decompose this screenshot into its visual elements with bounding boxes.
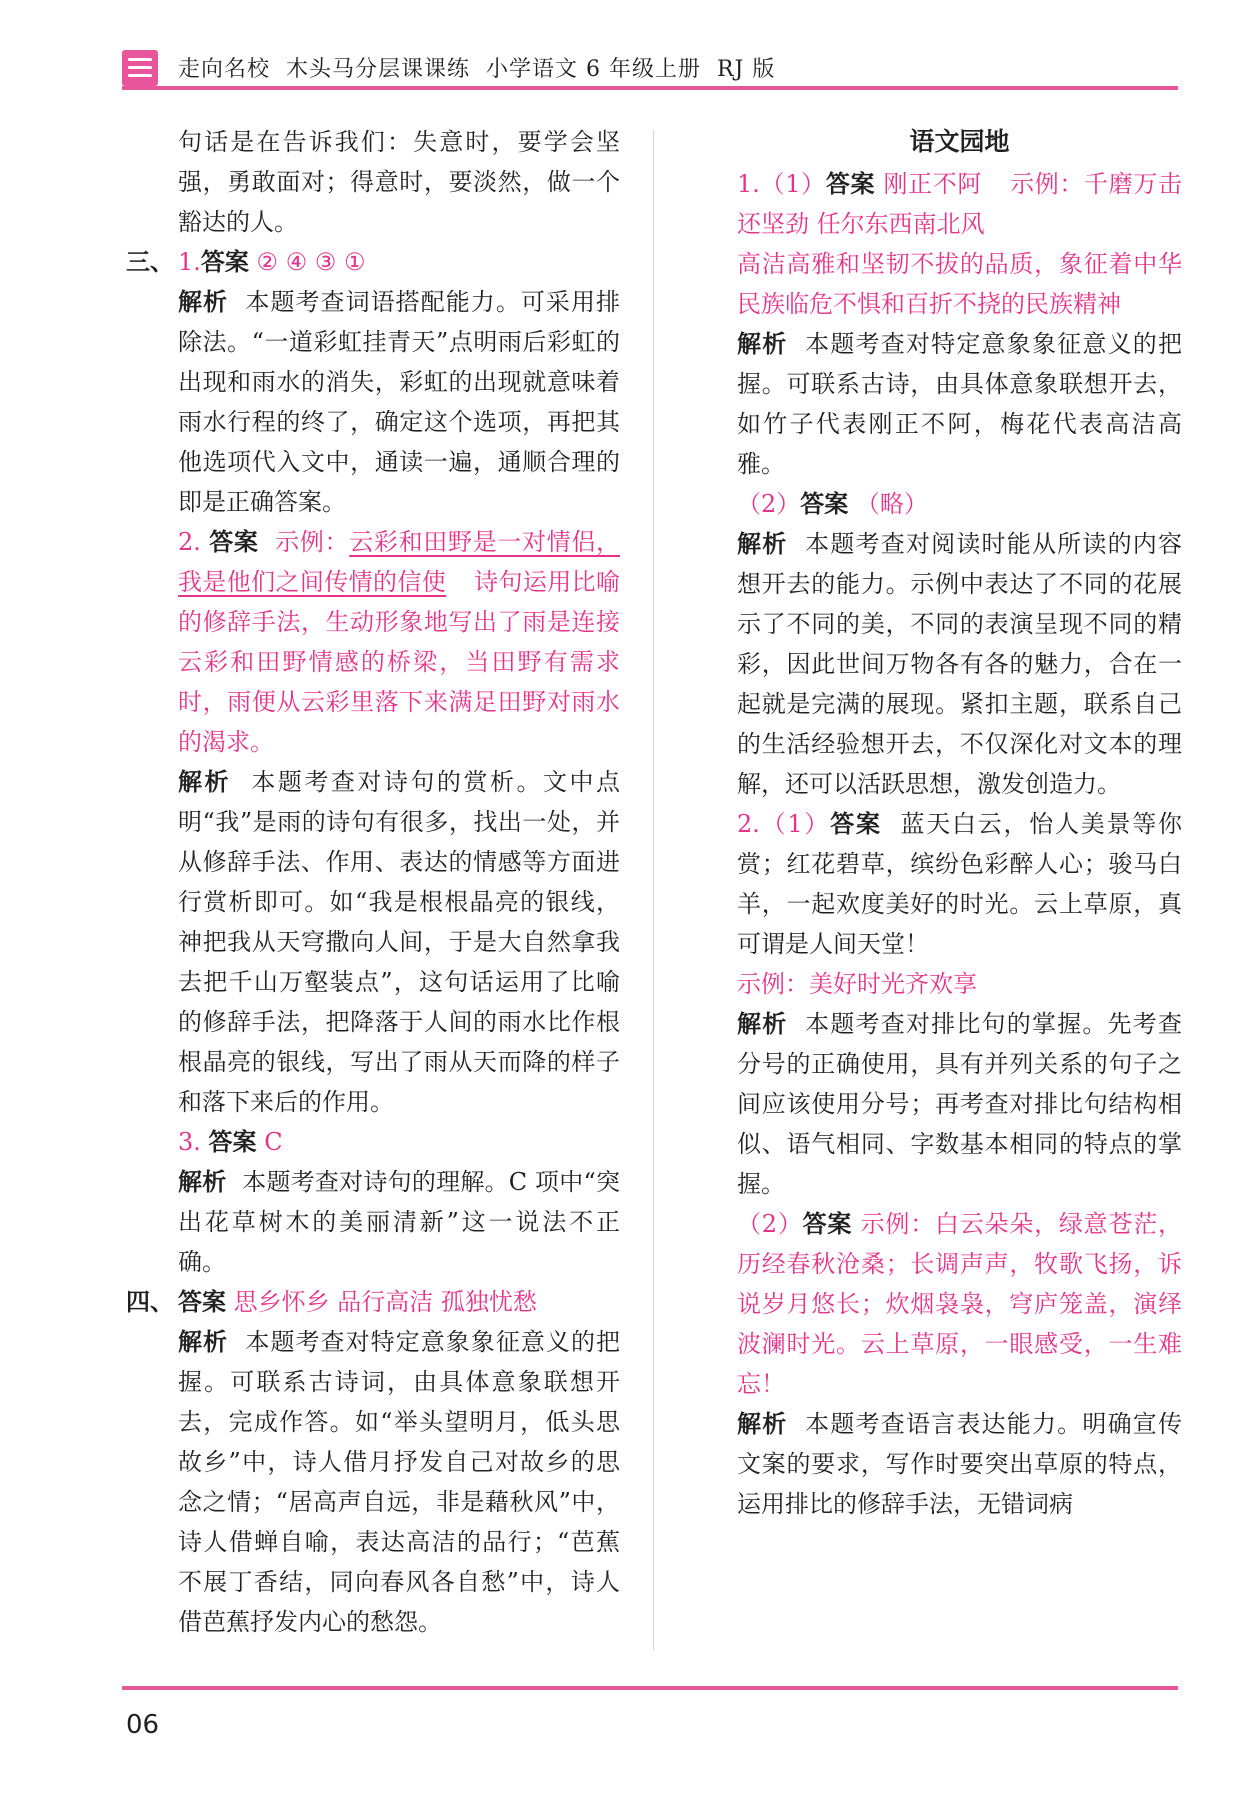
q1-1-analysis: 解析 本题考查对特定意象象征意义的把握。可联系古诗，由具体意象联想开去，如竹子代表刚正不阿，梅花代表高洁高雅。 xyxy=(737,329,1183,478)
column-divider xyxy=(653,130,654,1650)
section-title: 语文园地 xyxy=(909,127,1010,156)
page-number: 06 xyxy=(126,1710,160,1740)
left-column xyxy=(126,122,620,1642)
s3-q2-analysis: 解析 本题考查对诗句的赏析。文中点明“我”是雨的诗句有很多，找出一处，并从修辞手法、作用、表达的情感等方面进行赏析即可。如“我是根根晶亮的银线，神把我从天穹撒向人间，于是大自然拿我去把千山万壑装点”，这句话运用了比喻的修辞手法，把降落于人间的雨水比作根根晶亮的银线，写出了雨从天而降的样子和落下来后的作用。 xyxy=(178,767,621,1116)
s3-q1-answer: 三、 1.答案 ② ④ ③ ① xyxy=(126,247,366,276)
q2-2-analysis: 解析 本题考查语言表达能力。明确宣传文案的要求，写作时要突出草原的特点，运用排比的修辞手法，无错词病 xyxy=(737,1409,1183,1518)
footer-rule xyxy=(122,1686,1178,1690)
q2-1-analysis: 解析 本题考查对排比句的掌握。先考查分号的正确使用，具有并列关系的句子之间应该使用分号；再考查对排比句结构相似、语气相同、字数基本相同的特点的掌握。 xyxy=(737,1009,1183,1198)
s3-q1-analysis: 解析 本题考查词语搭配能力。可采用排除法。“一道彩虹挂青天”点明雨后彩虹的出现和雨水的消失，彩虹的出现就意味着雨水行程的终了，确定这个选项，再把其他选项代入文中，通读一遍，通顺合理的即是正确答案。 xyxy=(178,287,621,516)
s3-q3-analysis: 解析 本题考查对诗句的理解。C 项中“突出花草树木的美丽清新”这一说法不正确。 xyxy=(178,1167,621,1276)
continued-text: 句话是在告诉我们：失意时，要学会坚强，勇敢面对；得意时，要淡然，做一个豁达的人。 xyxy=(178,128,620,236)
s4-analysis: 解析 本题考查对特定意象象征意义的把握。可联系古诗词，由具体意象联想开去，完成作答。如“举头望明月，低头思故乡”中，诗人借月抒发自己对故乡的思念之情；“居高声自远，非是藉秋风”中，诗人借蝉自喻，表达高洁的品行；“芭蕉不展丁香结，同向春风各自愁”中，诗人借芭蕉抒发内心的愁怨。 xyxy=(178,1327,621,1636)
s3-q3-answer: 3. 答案 C xyxy=(178,1127,283,1156)
header-rule xyxy=(122,86,1178,90)
q1-2-answer: （2）答案 （略） xyxy=(737,489,928,518)
q1-2-analysis: 解析 本题考查对阅读时能从所读的内容想开去的能力。示例中表达了不同的花展示了不同的美，不同的表演呈现不同的精彩，因此世间万物各有各的魅力，合在一起就是完满的展现。紧扣主题，联系自己的生活经验想开去，不仅深化对文本的理解，还可以活跃思想，激发创造力。 xyxy=(737,529,1183,798)
right-column xyxy=(737,122,1182,1524)
q2-1-example: 示例：美好时光齐欢享 xyxy=(737,970,977,998)
q2-2-answer: （2）答案 示例：白云朵朵，绿意苍茫，历经春秋沧桑；长调声声，牧歌飞扬，诉说岁月悠长；炊烟袅袅，穹庐笼盖，演绎波澜时光。云上草原，一眼感受，一生难忘！ xyxy=(737,1209,1183,1398)
q2-1-answer: 2.（1）答案 蓝天白云，怡人美景等你赏；红花碧草，缤纷色彩醉人心；骏马白羊，一起欢度美好的时光。云上草原，真可谓是人间天堂！ xyxy=(737,809,1183,958)
s3-q2-answer: 2. 答案 示例：云彩和田野是一对情侣，我是他们之间传情的信使 诗句运用比喻的修辞手法，生动形象地写出了雨是连接云彩和田野情感的桥梁，当田野有需求时，雨便从云彩里落下来满足田野对雨水的渴求。 xyxy=(178,527,621,756)
s4-answer: 四、 答案 思乡怀乡 品行高洁 孤独忧愁 xyxy=(126,1287,537,1316)
q1-1-answer: 1.（1）答案 刚正不阿 示例：千磨万击还坚劲 任尔东西南北风 xyxy=(737,169,1183,238)
header-title: 走向名校 木头马分层课课练 小学语文 6 年级上册 RJ 版 xyxy=(178,57,776,82)
q1-1-answer-symbolism: 高洁高雅和坚韧不拔的品质，象征着中华民族临危不惧和百折不挠的民族精神 xyxy=(737,250,1182,318)
page-header xyxy=(122,46,1178,92)
book-stack-icon xyxy=(122,50,158,86)
